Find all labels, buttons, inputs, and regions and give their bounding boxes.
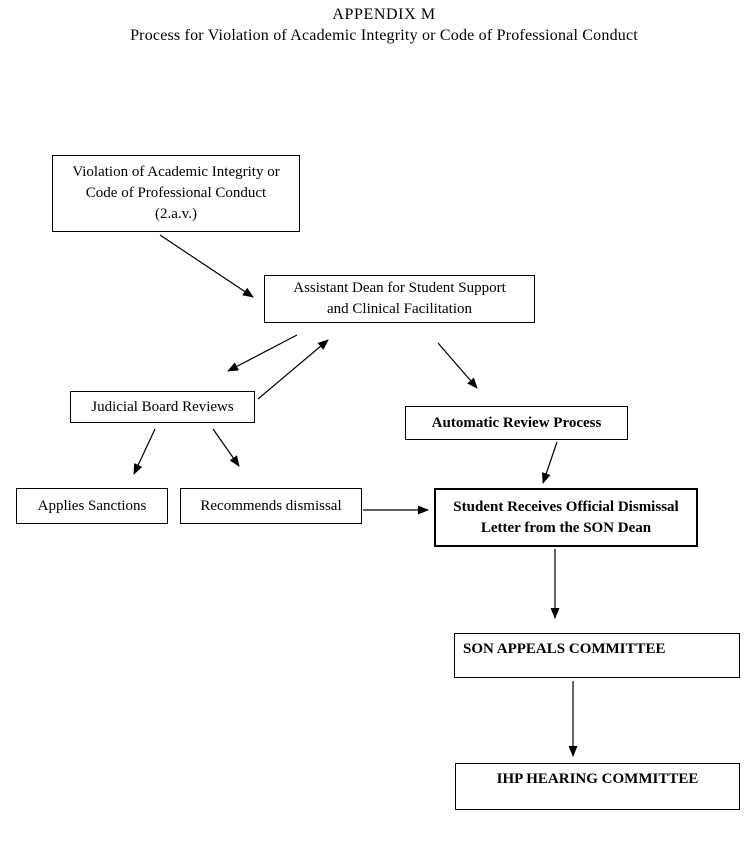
page-title: [0, 6, 745, 45]
node-label: Automatic Review Process: [431, 414, 602, 431]
arrow-assistant-dean-to-judicial-board: [228, 335, 297, 371]
node-judicial-board-reviews: [70, 391, 255, 423]
arrow-judicial-board-to-recommends-dismissal: [213, 429, 239, 466]
node-son-appeals-committee: [454, 633, 740, 678]
node-violation-of-academic-integrity: [52, 155, 300, 232]
node-automatic-review-process: [405, 406, 628, 440]
node-label-line: (2.a.v.): [155, 206, 197, 222]
node-label: SON APPEALS COMMITTEE: [463, 641, 666, 657]
arrow-violation-to-assistant-dean: [160, 235, 253, 297]
title-appendix: APPENDIX M: [332, 6, 436, 23]
node-label-line: Assistant Dean for Student Support: [293, 280, 506, 296]
title-process-description: Process for Violation of Academic Integrity or Code of Professional Conduct: [130, 27, 638, 44]
node-recommends-dismissal: [180, 488, 362, 524]
node-label-line: Violation of Academic Integrity or: [72, 164, 280, 180]
node-label: Judicial Board Reviews: [91, 398, 234, 415]
node-label-line: Student Receives Official Dismissal: [453, 498, 679, 515]
node-ihp-hearing-committee: [455, 763, 740, 810]
node-dismissal-letter: [434, 488, 698, 547]
node-label-line: Letter from the SON Dean: [480, 519, 652, 536]
arrow-judicial-board-to-applies-sanctions: [134, 429, 155, 474]
node-label-line: Code of Professional Conduct: [85, 185, 267, 201]
node-label: IHP HEARING COMMITTEE: [496, 771, 699, 787]
node-label-line: and Clinical Facilitation: [327, 301, 472, 317]
arrow-assistant-dean-to-automatic-review: [438, 343, 477, 388]
node-assistant-dean: [264, 275, 535, 323]
node-label: Applies Sanctions: [37, 497, 147, 514]
arrow-judicial-board-to-assistant-dean: [258, 340, 328, 399]
node-applies-sanctions: [16, 488, 168, 524]
node-label: Recommends dismissal: [200, 497, 342, 514]
arrow-automatic-review-to-dismissal-letter: [543, 442, 557, 483]
